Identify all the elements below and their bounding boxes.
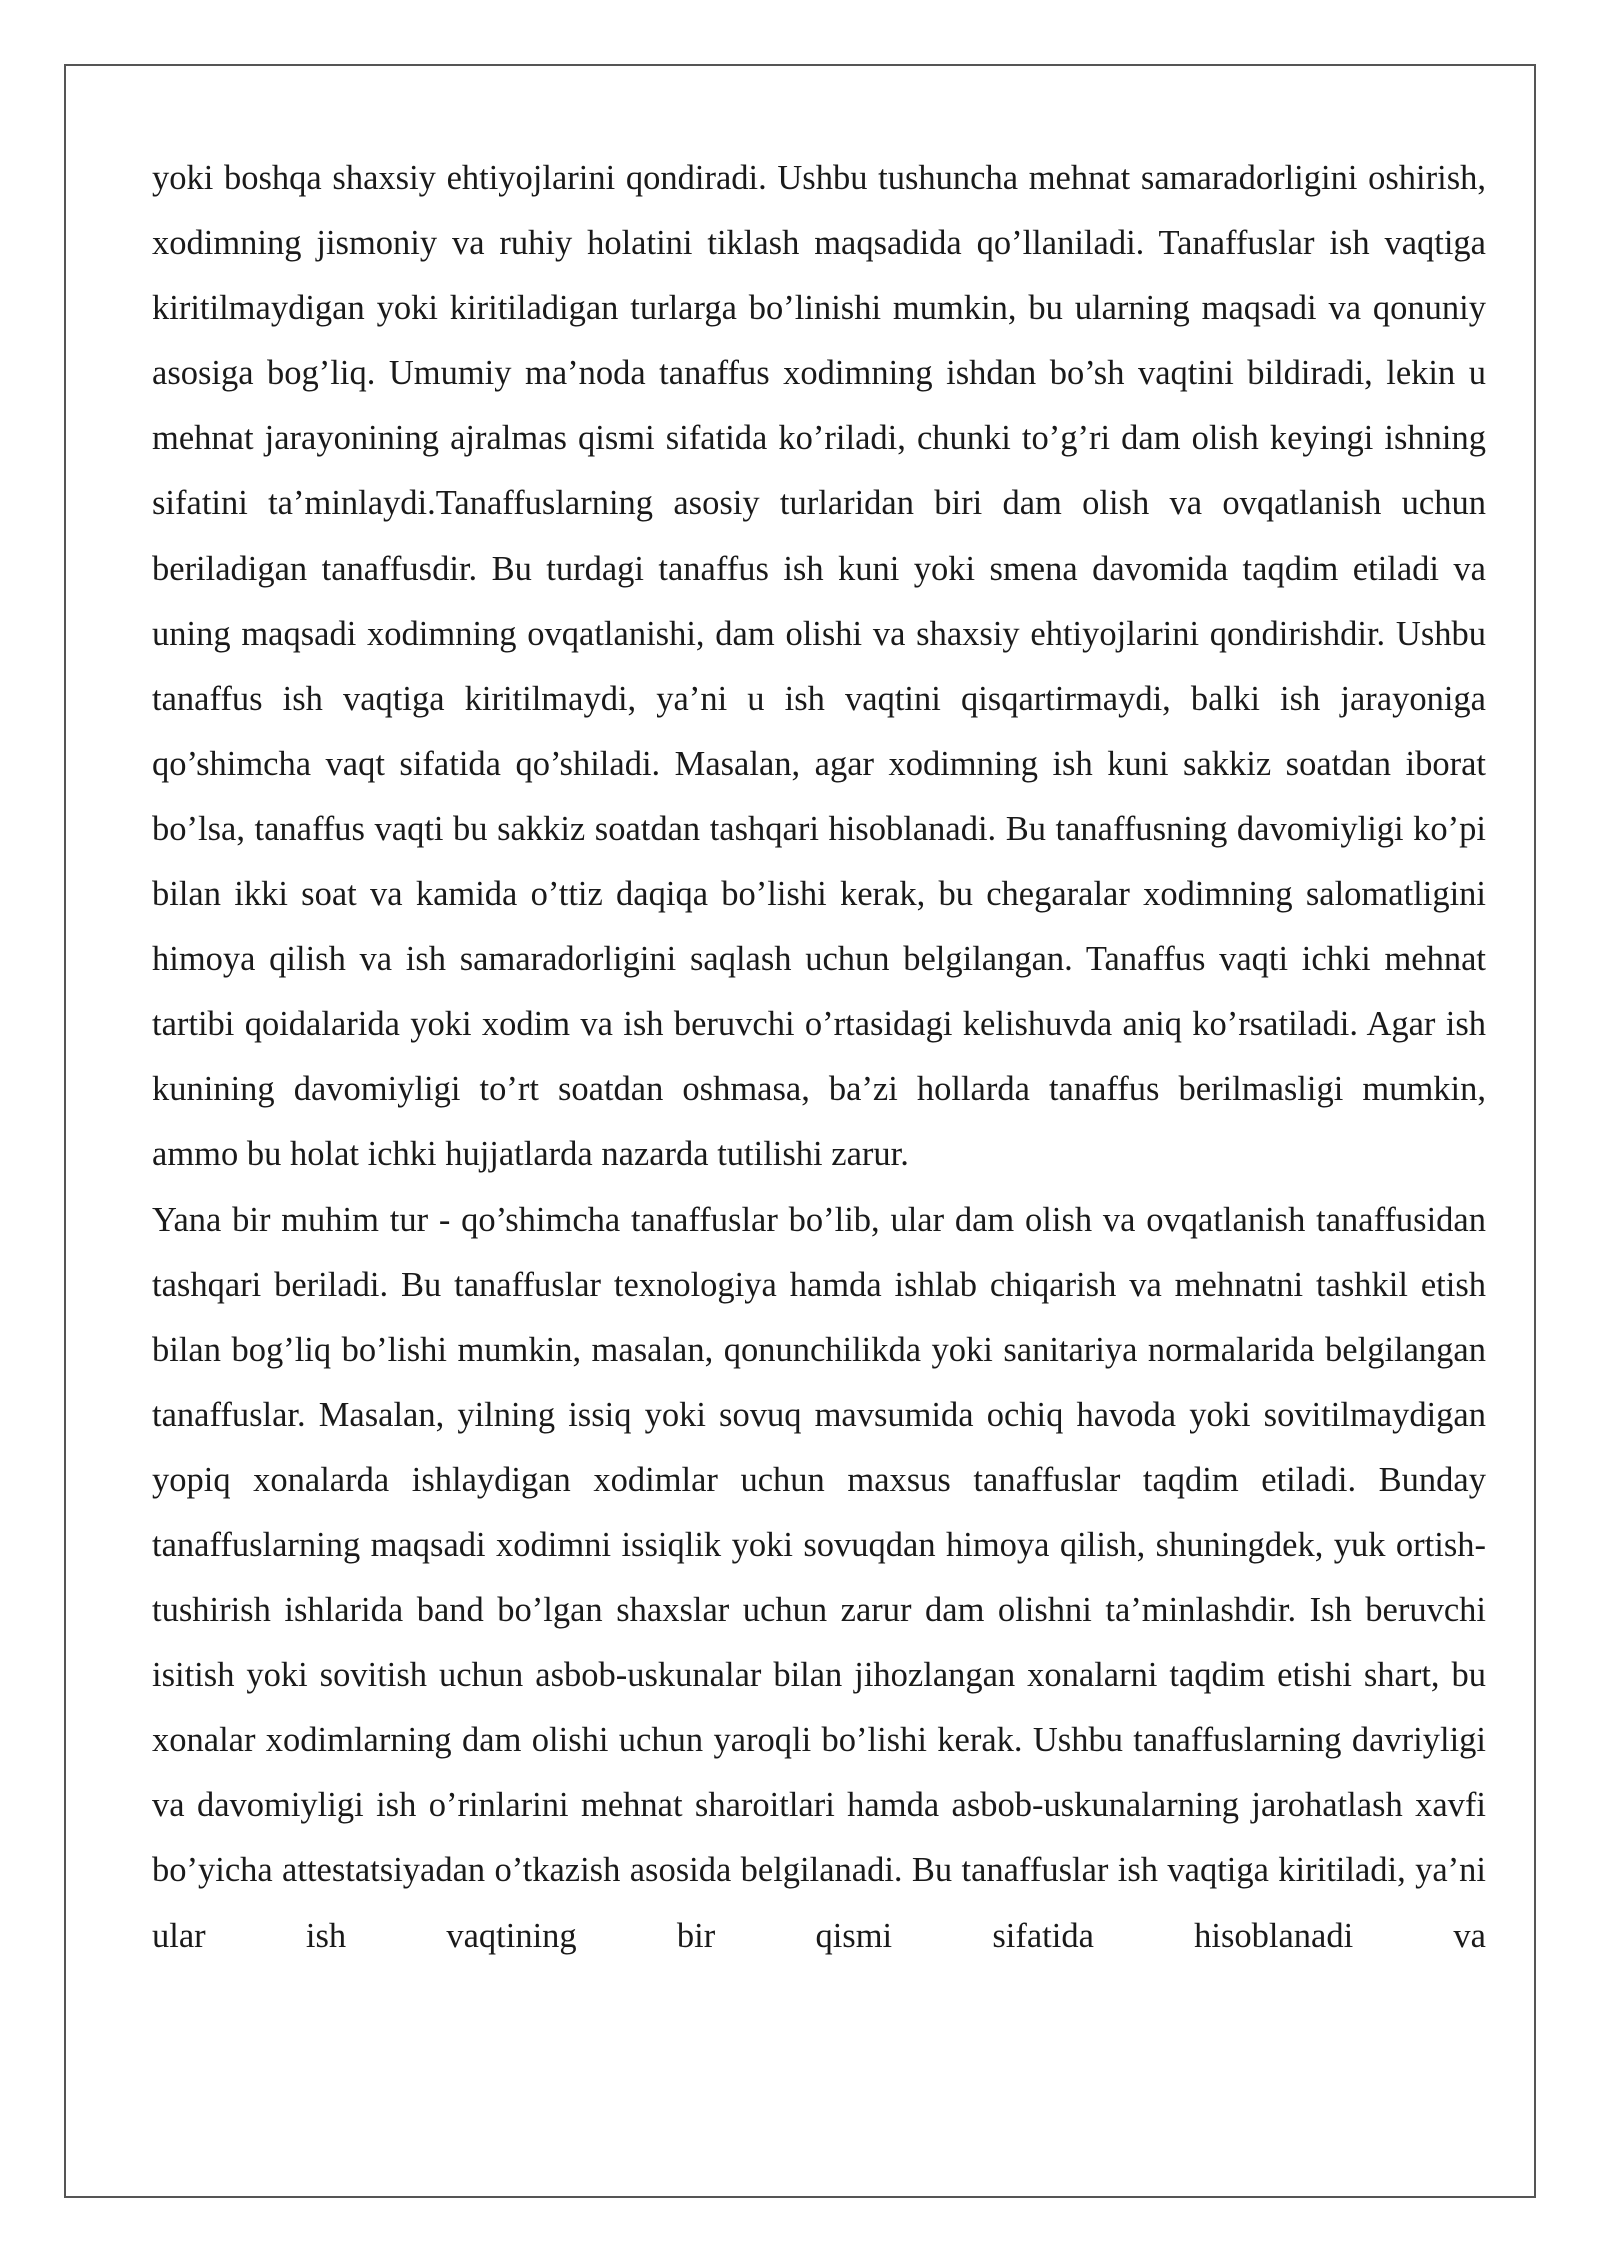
paragraph-2: Yana bir muhim tur - qo’shimcha tanaffuslar bo’lib, ular dam olish va ovqatlanish tanaffusidan tashqari beriladi. Bu tanaffuslar texnologiya hamda ishlab chiqarish va mehnatni tashkil etish bilan bog’liq bo’lishi mumkin, masalan, qonunchilikda yoki sanitariya normalarida belgilangan tanaffuslar. Masalan, yilning issiq yoki sovuq mavsumida ochiq havoda yoki sovitilmaydigan yopiq xonalarda ishlaydigan xodimlar uchun maxsus tanaffuslar taqdim etiladi. Bunday tanaffuslarning maqsadi xodimni issiqlik yoki sovuqdan himoya qilish, shuningdek, yuk ortish-tushirish ishlarida band bo’lgan shaxslar uchun zarur dam olishni ta’minlashdir. Ish beruvchi isitish yoki sovitish uchun asbob-uskunalar bilan jihozlangan xonalarni taqdim etishi shart, bu xonalar xodimlarning dam olishi uchun yaroqli bo’lishi kerak. Ushbu tanaffuslarning davriyligi va davomiyligi ish o’rinlarini mehnat sharoitlari hamda asbob-uskunalarning jarohatlash xavfi bo’yicha attestatsiyadan o’tkazish asosida belgilanadi. Bu tanaffuslar ish vaqtiga kiritiladi, ya’ni ular ish vaqtining bir qismi sifatida hisoblanadi va	[152, 1200, 1486, 1955]
paragraph-1: yoki boshqa shaxsiy ehtiyojlarini qondiradi. Ushbu tushuncha mehnat samaradorligini oshirish, xodimning jismoniy va ruhiy holatini tiklash maqsadida qo’llaniladi. Tanaffuslar ish vaqtiga kiritilmaydigan yoki kiritiladigan turlarga bo’linishi mumkin, bu ularning maqsadi va qonuniy asosiga bog’liq. Umumiy ma’noda tanaffus xodimning ishdan bo’sh vaqtini bildiradi, lekin u mehnat jarayonining ajralmas qismi sifatida ko’riladi, chunki to’g’ri dam olish keyingi ishning sifatini ta’minlaydi.Tanaffuslarning asosiy turlaridan biri dam olish va ovqatlanish uchun beriladigan tanaffusdir. Bu turdagi tanaffus ish kuni yoki smena davomida taqdim etiladi va uning maqsadi xodimning ovqatlanishi, dam olishi va shaxsiy ehtiyojlarini qondirishdir. Ushbu tanaffus ish vaqtiga kiritilmaydi, ya’ni u ish vaqtini qisqartirmaydi, balki ish jarayoniga qo’shimcha vaqt sifatida qo’shiladi. Masalan, agar xodimning ish kuni sakkiz soatdan iborat bo’lsa, tanaffus vaqti bu sakkiz soatdan tashqari hisoblanadi. Bu tanaffusning davomiyligi ko’pi bilan ikki soat va kamida o’ttiz daqiqa bo’lishi kerak, bu chegaralar xodimning salomatligini himoya qilish va ish samaradorligini saqlash uchun belgilangan. Tanaffus vaqti ichki mehnat tartibi qoidalarida yoki xodim va ish beruvchi o’rtasidagi kelishuvda aniq ko’rsatiladi. Agar ish kunining davomiyligi to’rt soatdan oshmasa, ba’zi hollarda tanaffus berilmasligi mumkin, ammo bu holat ichki hujjatlarda nazarda tutilishi zarur.	[152, 159, 1486, 1174]
document-body	[152, 146, 1486, 1969]
